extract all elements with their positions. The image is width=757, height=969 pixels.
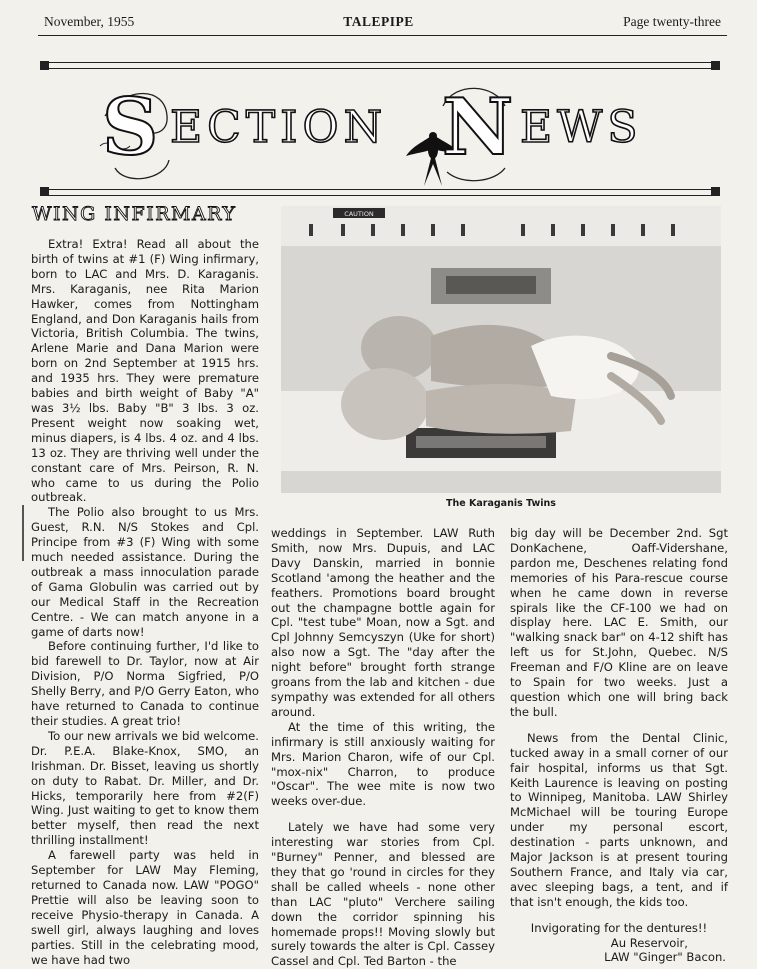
signoff-line: Au Reservoir,	[610, 935, 688, 950]
corner-square-icon	[711, 187, 720, 196]
signoff-line: Invigorating for the dentures!!	[530, 920, 708, 935]
photo-caption: The Karaganis Twins	[446, 498, 556, 509]
page-number: Page twenty-three	[623, 14, 721, 29]
paragraph: Before continuing further, I'd like to bid farewell to Dr. Taylor, now at Air Division, P/O Norma Sigfried, P/O Shelly Berry, and P/O Gerry Eaton, who have returned to Canada to continue their studies. A great trio!	[31, 639, 259, 728]
publication-name: TALEPIPE	[343, 14, 414, 29]
corner-square-icon	[711, 61, 720, 70]
banner-top-rule-inner	[40, 68, 720, 69]
incubator-caution-label: CAUTION	[344, 210, 374, 218]
paragraph: Extra! Extra! Read all about the birth of twins at #1 (F) Wing infirmary, born to LAC and Mrs. D. Karaganis. Mrs. Karaganis, nee Rita Marion Hawker, comes from Nottingham England, and Don Karaganis hails from Victoria, British Columbia. The twins, Arlene Marie and Dana Marion were born on 2nd September at 1915 hrs. and 1935 hrs. They were premature babies and birth weight of Baby "A" was 3½ lbs. Baby "B" 3 lbs. 3 oz. Present weight now soaking wet, minus diapers, is 4 lbs. 4 oz. and 4 lbs. 13 oz. They are thriving well under the constant care of Mrs. Peirson, R. N. who came to us during the Polio outbreak.	[31, 237, 259, 505]
banner-initial-s: S	[102, 82, 159, 173]
paragraph: big day will be December 2nd. Sgt DonKachene, Oaff-Vidershane, pardon me, Deschenes relating fond memories of his Para-rescue course when he came down in reverse spirals like the CF-100 we had on display here. LAC E. Smith, our "walking snack bar" on 4-12 shift has left us for St.John, Quebec. N/S Freeman and F/O Kline are on leave to Spain for two weeks. Just a question which one will bring back the bull.	[510, 526, 728, 719]
column-1	[31, 237, 259, 967]
section-heading: WING INFIRMARY	[32, 203, 237, 225]
paragraph: To our new arrivals we bid welcome. Dr. P.E.A. Blake-Knox, SMO, an Irishman. Dr. Bisset, leaving us shortly on duty to Rabat. Dr. Miller, and Dr. Hicks, temporarily here from #2(F) Wing. Just waiting to get to know them better myself, then read the next thrilling installment!	[31, 728, 259, 848]
paragraph: weddings in September. LAW Ruth Smith, now Mrs. Dupuis, and LAC Davy Danskin, married in bonnie Scotland 'among the heather and the feathers. Promotions board brought out the champagne bottle again for Cpl. "test tube" Moan, now a Sgt. and Cpl Johnny Semcyszyn (Uke for short) also now a Sgt. The "day after the night before" brought forth strange groans from the lab and kitchen - due sympathy was extended for all others around.	[271, 526, 495, 719]
author-signature: LAW "Ginger" Bacon.	[604, 950, 726, 965]
issue-date: November, 1955	[44, 14, 135, 29]
paragraph: At the time of this writing, the infirmary is still anxiously waiting for Mrs. Marion Charon, wife of our Cpl. "mox-nix" Charron, to produce "Oscar". The wee mite is now two weeks over-due.	[271, 719, 495, 809]
banner-bottom-rule-inner	[40, 189, 720, 190]
paragraph: News from the Dental Clinic, tucked away in a small corner of our fair hospital, informs us that Sgt. Keith Laurence is leaving on posting to Winnipeg, Manitoba. LAW Shirley McMichael will be touring Europe under my personal escort, destination - parts unknown, and Major Jackson is at present touring Southern France, and Italy via car, avec sleeping bags, a tent, and if that isn't enough, the kids too.	[510, 730, 728, 909]
banner-bottom-rule	[40, 195, 720, 196]
header-rule	[38, 35, 727, 36]
banner-word-news: EWS	[520, 102, 643, 153]
column-3	[510, 526, 728, 965]
paragraph: The Polio also brought to us Mrs. Guest, R.N. N/S Stokes and Cpl. Principe from #3 (F) Wing with some much needed assistance. During the outbreak a mass innoculation parade of Gama Globulin was carried out by our Medical Staff in the Recreation Centre. - We can match anyone in a game of darts now!	[31, 505, 259, 639]
twins-photo	[281, 206, 721, 493]
column-2	[271, 526, 495, 969]
banner-word-section: ECTION	[170, 102, 388, 153]
banner-initial-n: N	[442, 82, 514, 173]
corner-square-icon	[40, 61, 49, 70]
banner-top-rule	[40, 62, 720, 63]
margin-mark	[22, 505, 24, 561]
corner-square-icon	[40, 187, 49, 196]
section-news-banner	[40, 62, 720, 197]
paragraph: A farewell party was held in September for LAW May Fleming, returned to Canada now. LAW "POGO" Prettie will also be leaving soon to receive Physio-therapy in Canada. A swell girl, always laughing and loves parties. Still in the celebrating mood, we have had two	[31, 848, 259, 967]
paragraph: Lately we have had some very interesting war stories from Cpl. "Burney" Penner, and blessed are they that go 'round in circles for they shall be called wheels - none other than LAC "pluto" Verchere sailing down the corridor spinning his homemade props!! Moving slowly but surely towards the alter is Cpl. Cassey Cassel and Cpl. Ted Barton - the	[271, 820, 495, 969]
